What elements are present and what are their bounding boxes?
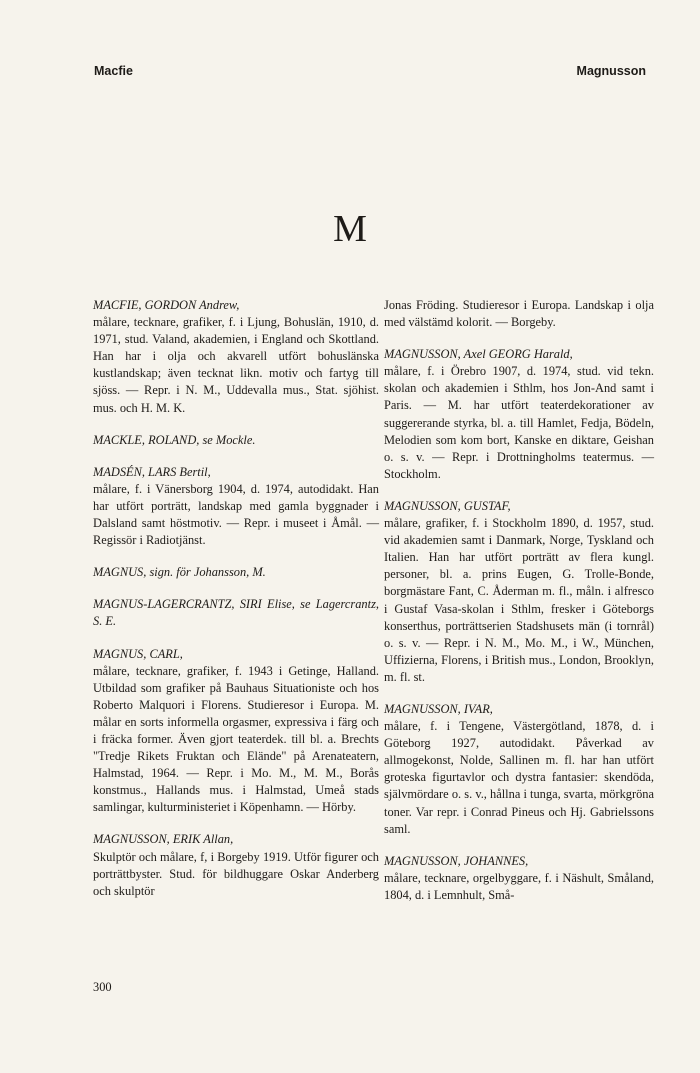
entry-text: målare, tecknare, grafiker, f. i Ljung, Bohuslän, 1910, d. 1971, stud. Valand, akademien, i England och Skottland. Han har i olja och akvarell utfört bohuslänska kustlandskap; även tecknat likn. motiv och fartyg till sjöss. — Repr. i N. M., Uddevalla mus., Stat. sjöhist. mus. och H. M. K. [93,315,379,415]
entry-name: MAGNUSSON, JOHANNES, [384,853,529,868]
entry-text: Jonas Fröding. Studieresor i Europa. Landskap i olja med välstämd kolorit. — Borgeby. [384,298,654,330]
entry-name: MAGNUSSON, GUSTAF, [384,498,511,513]
entry-text: målare, grafiker, f. i Stockholm 1890, d. 1957, stud. vid akademien samt i Danmark, Norge, Tyskland och Italien. Han har utfört porträtt av flera kungl. personer, bl. a. prins Eugen, G. Trolle-Bonde, borgmästare Fant, C. Åderman m. fl., måln. i alfresco i Gustaf Vasa-skolan i Sthlm, fresker i Göteborgs konserthus, porträttserien Stadshusets män (i tornrål) o. s. v. — Repr. i N. M., Mo. M., i W., München, Uffizierna, Florens, i British mus., London, Brooklyn, m. fl. st. [384,516,654,684]
page-number: 300 [93,980,112,994]
entry-text: målare, tecknare, orgelbyggare, f. i Näshult, Småland, 1804, d. i Lemnhult, Små- [384,870,654,902]
entry-name: MACFIE, GORDON Andrew, [93,298,240,312]
entry-name: MAGNUS, CARL, [93,646,183,661]
right-column [384,297,654,919]
dictionary-entry [93,432,379,449]
dictionary-entry [93,564,379,581]
header-first-entry: Macfie [94,64,133,78]
dictionary-entry [384,853,654,904]
dictionary-entry [384,297,654,331]
entry-name: MADSÉN, LARS Bertil, [93,464,211,479]
entry-text: målare, f. i Vänersborg 1904, d. 1974, autodidakt. Han har utfört porträtt, landskap med gamla byggnader i Dalsland samt höstmotiv. — Repr. i museet i Åmål. — Regissör i Radiotjänst. [93,481,379,548]
entry-name: MAGNUS-LAGERCRANTZ, SIRI Elise, se Lagercrantz, S. E. [93,597,379,629]
entry-name: MACKLE, ROLAND, se Mockle. [93,432,256,447]
entry-name: MAGNUSSON, Axel GEORG Harald, [384,347,573,362]
entry-text: Skulptör och målare, f, i Borgeby 1919. Utför figurer och porträttbyster. Stud. för bildhuggare Oskar Anderberg och skulptör [93,849,379,898]
entry-text: målare, f. i Örebro 1907, d. 1974, stud. vid tekn. skolan och akademien i Sthlm, hos Jon-And samt i Paris. — M. har utfört teaterdekorationer av suggererande styrka, bl. a. till Hamlet, Fedja, Bödeln, Melodien som kom bort, Kanske en diktare, Geishan o. s. v. — Repr. i Drottningholms teatermus. — Stockholm. [384,364,654,481]
entry-name: MAGNUS, sign. för Johansson, M. [93,565,266,580]
dictionary-entry [384,346,654,483]
entry-name: MAGNUSSON, IVAR, [384,701,493,716]
entry-text: målare, f. i Tengene, Västergötland, 1878, d. i Göteborg 1927, autodidakt. Påverkad av allmogekonst, Nolde, Sallinen m. fl. har han utfört groteska figurtavlor och dystra fantasier: skendöda, självmördare o. s. v., hållna i tunga, svarta, mörkgröna toner. Var repr. i Conrad Pineus och Hj. Gabrielssons saml. [384,719,654,836]
dictionary-entry [384,498,654,686]
dictionary-entry [384,701,654,838]
dictionary-entry [93,646,379,817]
dictionary-entry [93,464,379,549]
dictionary-entry [93,831,379,899]
section-letter: M [333,208,367,250]
entry-name: MAGNUSSON, ERIK Allan, [93,832,234,847]
dictionary-entry [93,297,379,417]
dictionary-entry [93,596,379,630]
left-column [93,297,379,915]
header-last-entry: Magnusson [576,64,646,78]
entry-text: målare, tecknare, grafiker, f. 1943 i Getinge, Halland. Utbildad som grafiker på Bauhaus Situationiste och hos Roberto Malquori i Florens. Studieresor i Europa. M. målar en sorts informella orgasmer, expressiva i färg och i fräcka former. Även gjort teaterdek. till bl. a. Brechts "Tredje Rikets Fruktan och Elände" på Arenateatern, Halmstad, 1964. — Repr. i Mo. M., M. M., Borås konstmus., Hallands mus. i Halmstad, Umeå stads samlingar, kulturministeriet i Köpenhamn. — Hörby. [93,663,379,815]
